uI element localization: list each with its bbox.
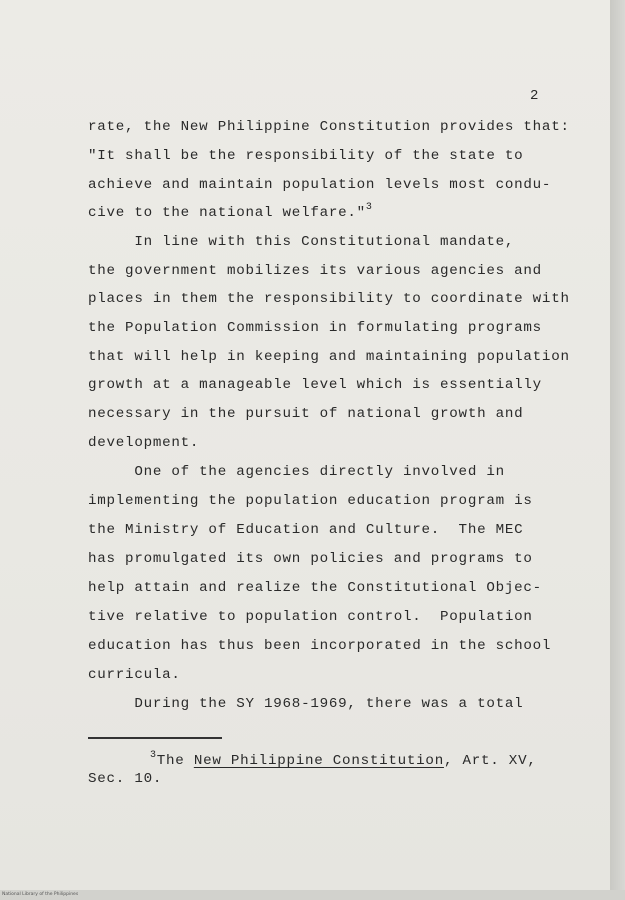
text-line: rate, the New Philippine Constitution provides that: xyxy=(88,119,570,135)
text-line: the Ministry of Education and Culture. The MEC xyxy=(88,522,524,538)
text-line: has promulgated its own policies and programs to xyxy=(88,551,533,567)
text-line: necessary in the pursuit of national growth and xyxy=(88,406,524,422)
text-line: In line with this Constitutional mandate, xyxy=(88,234,515,250)
bottom-strip xyxy=(0,890,625,900)
text-line: education has thus been incorporated in the school xyxy=(88,638,552,654)
text-line-with-footnote-ref xyxy=(88,204,373,224)
footnote-suffix: , Art. XV, xyxy=(443,753,537,769)
footnote-title: New Philippine Constitution xyxy=(193,753,444,769)
footnote-divider xyxy=(88,737,222,739)
text-line: tive relative to population control. Population xyxy=(88,609,533,625)
text-line: curricula. xyxy=(88,667,181,683)
footnote-line-2: Sec. 10. xyxy=(88,771,163,787)
footnote-prefix: The xyxy=(156,753,194,769)
text-line-content: cive to the national welfare." xyxy=(88,205,366,221)
text-line: that will help in keeping and maintaining population xyxy=(88,349,570,365)
page-edge xyxy=(610,0,625,900)
text-line: the Population Commission in formulating programs xyxy=(88,320,542,336)
footnote-reference: 3 xyxy=(365,202,373,213)
text-line: "It shall be the responsibility of the state to xyxy=(88,148,524,164)
page-number: 2 xyxy=(530,88,539,104)
text-line: One of the agencies directly involved in xyxy=(88,464,505,480)
text-line: During the SY 1968-1969, there was a total xyxy=(88,696,524,712)
text-line: places in them the responsibility to coordinate with xyxy=(88,291,570,307)
text-line: help attain and realize the Constitutional Objec- xyxy=(88,580,542,596)
text-line: the government mobilizes its various agencies and xyxy=(88,263,542,279)
text-line: achieve and maintain population levels most condu- xyxy=(88,177,552,193)
footnote-line xyxy=(150,752,537,772)
text-line: implementing the population education program is xyxy=(88,493,533,509)
footer-credit: National Library of the Philippines xyxy=(2,892,79,897)
text-line: development. xyxy=(88,435,200,451)
text-line: growth at a manageable level which is essentially xyxy=(88,377,542,393)
footnote-marker: 3 xyxy=(150,750,157,761)
